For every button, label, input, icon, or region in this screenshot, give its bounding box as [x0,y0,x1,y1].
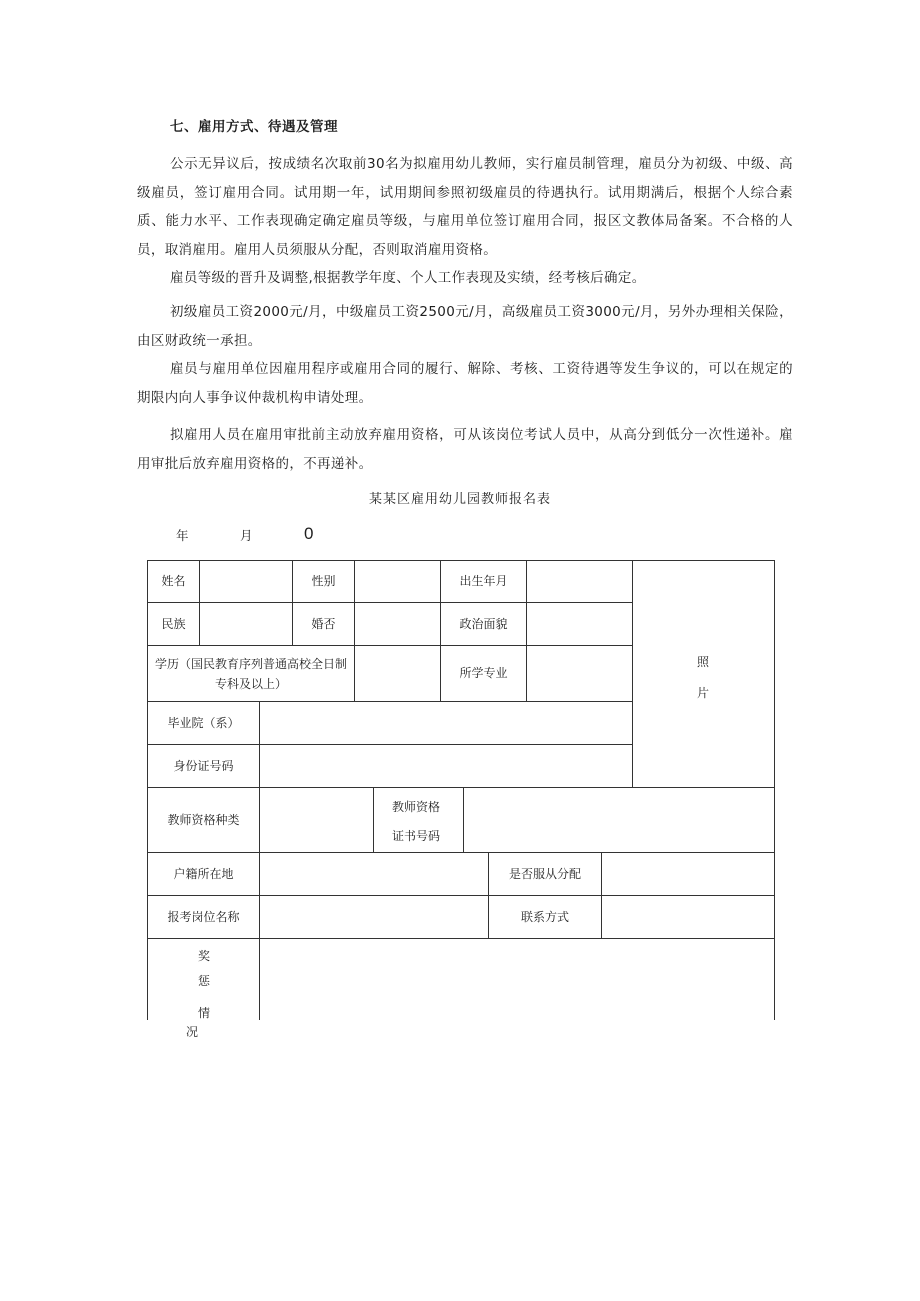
table-line [259,787,260,1020]
table-line [354,560,355,701]
table-line [147,602,633,603]
date-day-value: 0 [304,524,314,543]
form-title: 某某区雇用幼儿园教师报名表 [368,492,551,507]
date-year-label: 年 [176,528,189,543]
label-certificate-type: 教师资格种类 [167,812,240,827]
paragraph-employment: 公示无异议后，按成绩名次取前30名为拟雇用幼儿教师，实行雇员制管理，雇员分为初级、中级、高级雇员，签订雇用合同。试用期一年，试用期间参照初级雇员的待遇执行。试用期满后，根据个人综合素质、能力水平、工作表现确定确定雇员等级，与雇用单位签订雇用合同，报区文教体局备案。不合格的人员，取消雇用。雇用人员须服从分配，否则取消雇用资格。 [137,156,793,258]
paragraph-replacement: 拟雇用人员在雇用审批前主动放弃雇用资格，可从该岗位考试人员中，从高分到低分一次性递补。雇用审批后放弃雇用资格的，不再递补。 [137,427,793,472]
label-obey-assignment: 是否服从分配 [508,866,581,881]
label-photo-2: 片 [697,686,710,700]
label-gender: 性别 [311,574,336,589]
label-awards-3: 情 [198,1006,211,1020]
label-awards-2: 惩 [198,974,211,988]
label-birth-date: 出生年月 [459,574,508,589]
table-line [463,787,464,852]
label-awards-1: 奖 [198,949,211,963]
label-id-number: 身份证号码 [173,758,234,773]
paragraph-dispute: 雇员与雇用单位因雇用程序或雇用合同的履行、解除、考核、工资待遇等发生争议的，可以在规定的期限内向人事争议仲裁机构申请处理。 [137,361,793,406]
section-heading: 七、雇用方式、待遇及管理 [170,119,338,135]
label-photo-1: 照 [697,655,710,669]
table-line [601,852,602,938]
table-line [147,938,775,939]
table-line [774,560,775,1020]
table-line [259,701,260,787]
label-hukou: 户籍所在地 [173,866,234,881]
table-line [526,560,527,701]
label-certificate-number-1: 教师资格 [392,800,441,814]
table-line [373,787,374,852]
paragraph-salary: 初级雇员工资2000元/月，中级雇员工资2500元/月，高级雇员工资3000元/月，另外办理相关保险，由区财政统一承担。 [137,304,793,349]
table-line [632,560,633,787]
label-certificate-number-2: 证书号码 [392,829,441,843]
label-position: 报考岗位名称 [167,909,240,924]
date-month-label: 月 [240,528,253,543]
label-contact: 联系方式 [520,909,569,924]
label-graduated-school: 毕业院（系） [167,715,240,730]
table-line [199,560,200,645]
label-political-status: 政治面貌 [459,616,508,631]
paragraph-promotion: 雇员等级的晋升及调整,根据教学年度、个人工作表现及实绩，经考核后确定。 [170,270,646,286]
label-marital-status: 婚否 [311,616,336,631]
label-major: 所学专业 [459,666,508,681]
label-awards-4: 况 [186,1025,199,1039]
label-education: 学历（国民教育序列普通高校全日制专科及以上） [154,656,347,691]
label-name: 姓名 [161,574,186,589]
label-ethnicity: 民族 [161,616,186,631]
